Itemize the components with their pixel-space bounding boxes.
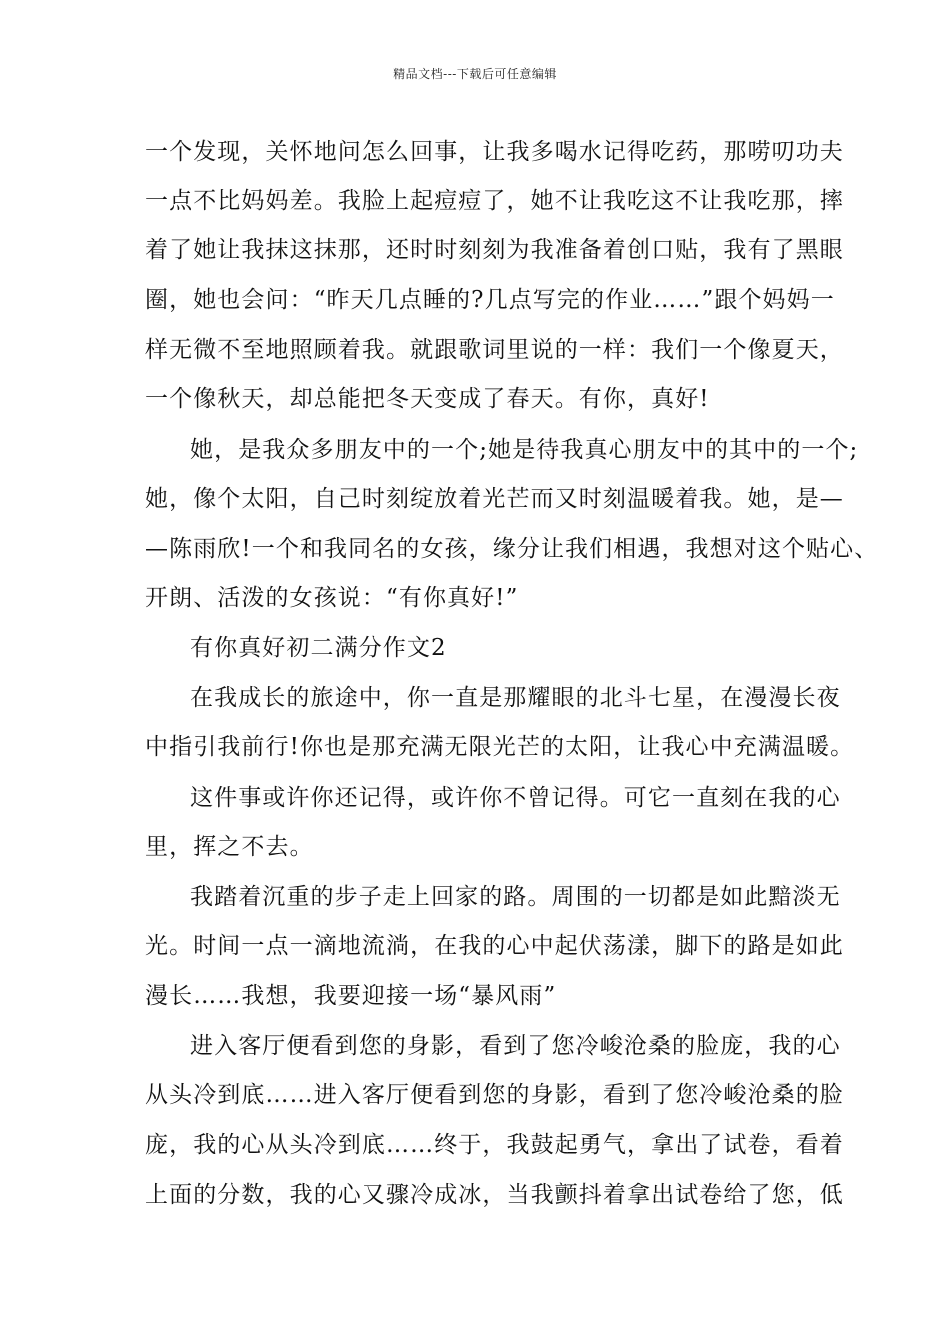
text-line: 我踏着沉重的步子走上回家的路。周围的一切都是如此黯淡无 [190, 884, 841, 910]
text-line: 庞，我的心从头冷到底……终于，我鼓起勇气，拿出了试卷，看着 [145, 1132, 844, 1158]
text-line: 中指引我前行!你也是那充满无限光芒的太阳，让我心中充满温暖。 [145, 734, 855, 760]
text-line: 一个发现，关怀地问怎么回事，让我多喝水记得吃药，那唠叨功夫 [145, 139, 844, 165]
text-line: 着了她让我抹这抹那，还时时刻刻为我准备着创口贴，我有了黑眼 [145, 237, 844, 263]
text-line: 漫长……我想，我要迎接一场“暴风雨” [145, 983, 557, 1009]
text-line: 开朗、活泼的女孩说：“有你真好!” [145, 585, 519, 611]
text-line: —陈雨欣!一个和我同名的女孩，缘分让我们相遇，我想对这个贴心、 [145, 536, 879, 562]
text-line: 进入客厅便看到您的身影，看到了您冷峻沧桑的脸庞，我的心 [190, 1033, 841, 1059]
text-line: 上面的分数，我的心又骤冷成冰，当我颤抖着拿出试卷给了您，低 [145, 1182, 844, 1208]
section-title: 有你真好初二满分作文2 [190, 635, 447, 661]
text-line: 样无微不至地照顾着我。就跟歌词里说的一样：我们一个像夏天， [145, 337, 844, 363]
text-line: 这件事或许你还记得，或许你不曾记得。可它一直刻在我的心 [190, 785, 841, 811]
text-line: 她，是我众多朋友中的一个;她是待我真心朋友中的其中的一个; [190, 437, 859, 463]
page-header: 精品文档---下载后可任意编辑 [393, 67, 557, 81]
text-line: 里，挥之不去。 [145, 834, 314, 860]
text-line: 在我成长的旅途中，你一直是那耀眼的北斗七星，在漫漫长夜 [190, 685, 841, 711]
text-line: 从头冷到底……进入客厅便看到您的身影，看到了您冷峻沧桑的脸 [145, 1082, 844, 1108]
text-line: 圈，她也会问：“昨天几点睡的?几点写完的作业……”跟个妈妈一 [145, 287, 835, 313]
text-line: 光。时间一点一滴地流淌，在我的心中起伏荡漾，脚下的路是如此 [145, 933, 844, 959]
text-line: 她，像个太阳，自己时刻绽放着光芒而又时刻温暖着我。她，是— [145, 486, 844, 512]
text-line: 一个像秋天，却总能把冬天变成了春天。有你，真好! [145, 386, 710, 412]
text-line: 一点不比妈妈差。我脸上起痘痘了，她不让我吃这不让我吃那，摔 [145, 188, 844, 214]
